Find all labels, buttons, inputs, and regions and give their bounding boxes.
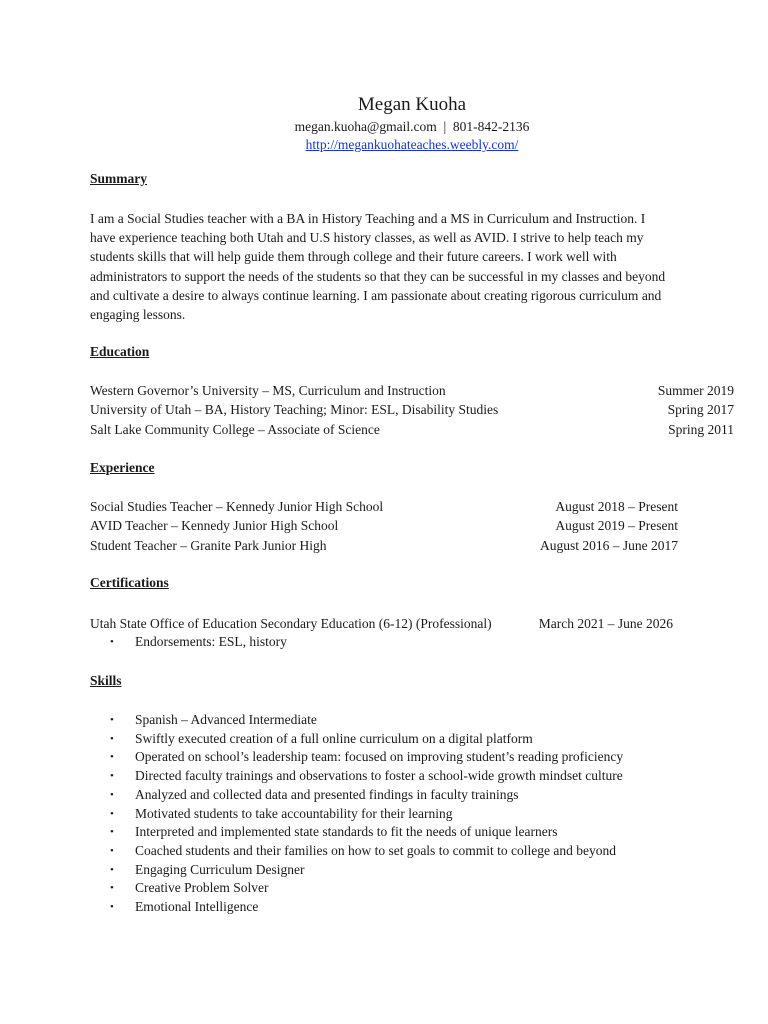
education-item <box>90 400 734 419</box>
portfolio-link[interactable]: http://megankuohateaches.weebly.com/ <box>305 137 519 152</box>
summary-heading: Summary <box>90 171 147 186</box>
list-item: • Motivated students to take accountability for their learning <box>110 805 623 824</box>
bullet-icon: • <box>110 882 114 895</box>
bullet-icon: • <box>110 807 114 820</box>
summary-text: I am a Social Studies teacher with a BA in History Teaching and a MS in Curriculum and Instruction. I have experience teaching both Utah and U.S history classes, as well as AVID. I strive to help teach my students skills that will help guide them through college and their future careers. I work well with administrators to support the needs of the students so that they can be successful in my classes and beyond and cultivate a desire to always continue learning. I am passionate about creating rigorous curriculum and engaging lessons. <box>90 211 666 323</box>
list-item: • Interpreted and implemented state standards to fit the needs of unique learners <box>110 823 623 842</box>
experience-item <box>90 516 734 535</box>
list-item: • Engaging Curriculum Designer <box>110 861 623 880</box>
bullet-icon: • <box>110 788 114 801</box>
list-item: • Endorsements: ESL, history <box>110 633 734 652</box>
education-item-text: Western Governor’s University – MS, Curriculum and Instruction <box>90 383 446 398</box>
education-item-date: Summer 2019 <box>657 383 734 398</box>
skills-heading: Skills <box>90 673 122 688</box>
bullet-icon: • <box>110 901 114 914</box>
bullet-icon: • <box>110 636 114 649</box>
person-name: Megan Kuoha <box>357 94 467 115</box>
certification-bullets <box>90 633 734 652</box>
education-item <box>90 381 734 400</box>
bullet-icon: • <box>110 863 114 876</box>
education-item-date: Spring 2011 <box>668 421 734 437</box>
list-item: • Operated on school’s leadership team: focused on improving student’s reading proficiency <box>110 748 623 767</box>
experience-item <box>90 497 734 516</box>
education-item-text: University of Utah – BA, History Teaching; Minor: ESL, Disability Studies <box>90 402 499 418</box>
experience-item-text: AVID Teacher – Kennedy Junior High School <box>90 518 339 534</box>
list-item: • Directed faculty trainings and observations to foster a school-wide growth mindset culture <box>110 767 623 786</box>
list-item: • Spanish – Advanced Intermediate <box>110 711 623 730</box>
contact-line: megan.kuoha@gmail.com | 801-842-2136 <box>294 119 530 134</box>
certification-item-date: March 2021 – June 2026 <box>538 616 673 631</box>
bullet-icon: • <box>110 826 114 839</box>
list-item: • Creative Problem Solver <box>110 879 623 898</box>
experience-item <box>90 536 734 555</box>
experience-heading: Experience <box>90 460 155 475</box>
experience-item-text: Social Studies Teacher – Kennedy Junior High School <box>90 499 384 514</box>
certifications-list <box>90 614 734 652</box>
experience-item-date: August 2019 – Present <box>555 518 678 534</box>
certification-item-text: Utah State Office of Education Secondary Education (6-12) (Professional) <box>90 616 492 631</box>
certification-item <box>90 614 734 633</box>
education-item <box>90 420 734 439</box>
certifications-heading: Certifications <box>90 575 169 590</box>
resume-header <box>90 92 734 154</box>
bullet-icon: • <box>110 714 114 726</box>
list-item: • Swiftly executed creation of a full online curriculum on a digital platform <box>110 730 623 749</box>
bullet-icon: • <box>110 770 114 783</box>
list-item: • Emotional Intelligence <box>110 898 623 917</box>
experience-item-text: Student Teacher – Granite Park Junior High <box>90 537 327 553</box>
list-item: • Coached students and their families on how to set goals to commit to college and beyond <box>110 842 623 861</box>
education-item-date: Spring 2017 <box>667 402 734 418</box>
bullet-icon: • <box>110 751 114 764</box>
experience-item-date: August 2016 – June 2017 <box>540 537 678 553</box>
list-item: • Analyzed and collected data and presented findings in faculty trainings <box>110 786 623 805</box>
experience-item-date: August 2018 – Present <box>555 499 678 514</box>
experience-list <box>90 497 734 555</box>
bullet-icon: • <box>110 844 114 857</box>
education-list <box>90 381 734 439</box>
education-heading: Education <box>90 344 150 359</box>
education-item-text: Salt Lake Community College – Associate of Science <box>90 421 380 437</box>
skills-list <box>90 711 623 917</box>
bullet-icon: • <box>110 732 114 745</box>
